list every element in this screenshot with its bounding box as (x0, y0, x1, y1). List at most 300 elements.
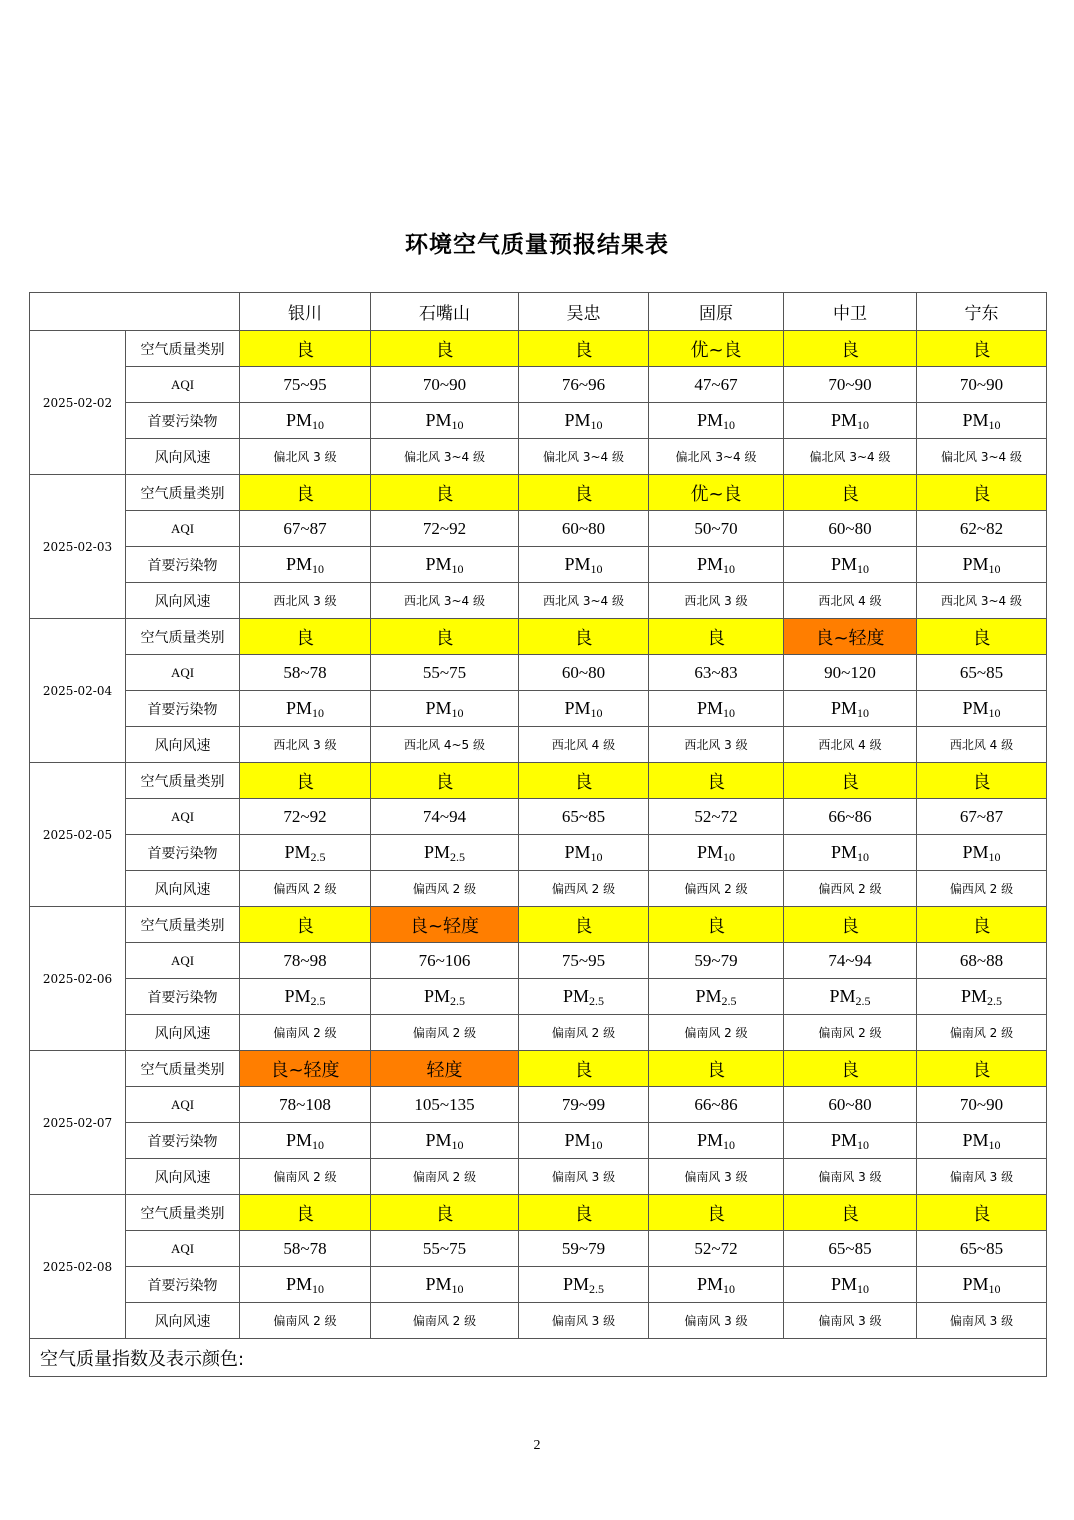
pollutant-subscript: 10 (723, 850, 735, 864)
primary-pollutant-cell (371, 691, 519, 727)
header-corner-cell (30, 293, 240, 331)
forecast-aqi-row (30, 943, 1047, 979)
primary-pollutant-cell (240, 403, 371, 439)
forecast-date: 2025-02-07 (30, 1051, 126, 1195)
row-label-aqi: AQI (126, 799, 240, 835)
wind-cell: 偏南风 3 级 (917, 1303, 1047, 1339)
pollutant-prefix: PM (425, 698, 452, 718)
pollutant-prefix: PM (562, 1274, 589, 1294)
row-label-wind: 风向风速 (126, 439, 240, 475)
air-quality-category-cell: 良 (371, 763, 519, 799)
aqi-range-cell: 90~120 (784, 655, 917, 691)
row-label-wind: 风向风速 (126, 1159, 240, 1195)
primary-pollutant-cell (784, 1267, 917, 1303)
pollutant-subscript: 10 (312, 562, 324, 576)
forecast-date: 2025-02-05 (30, 763, 126, 907)
wind-cell: 偏南风 2 级 (240, 1303, 371, 1339)
pollutant-prefix: PM (695, 986, 722, 1006)
legend-caption: 空气质量指数及表示颜色: (30, 1339, 1047, 1377)
pollutant-subscript: 10 (723, 1282, 735, 1296)
wind-cell: 偏西风 2 级 (784, 871, 917, 907)
air-quality-category-cell: 优~良 (649, 331, 784, 367)
pollutant-subscript: 10 (451, 706, 464, 720)
air-quality-category-cell: 良 (649, 907, 784, 943)
wind-cell: 偏北风 3 级 (240, 439, 371, 475)
forecast-table (29, 292, 1047, 1377)
pollutant-subscript: 10 (590, 1138, 603, 1152)
pollutant-subscript: 10 (590, 418, 603, 432)
primary-pollutant-cell (917, 835, 1047, 871)
wind-cell: 西北风 4 级 (917, 727, 1047, 763)
wind-cell: 偏南风 3 级 (917, 1159, 1047, 1195)
primary-pollutant-cell (371, 403, 519, 439)
aqi-range-cell: 72~92 (371, 511, 519, 547)
wind-cell: 西北风 4 级 (519, 727, 649, 763)
wind-cell: 偏西风 2 级 (917, 871, 1047, 907)
pollutant-prefix: PM (425, 1130, 452, 1150)
air-quality-category-cell: 良 (917, 907, 1047, 943)
city-header: 银川 (240, 293, 371, 331)
aqi-range-cell: 65~85 (519, 799, 649, 835)
row-label-wind: 风向风速 (126, 871, 240, 907)
aqi-range-cell: 66~86 (649, 1087, 784, 1123)
aqi-range-cell: 70~90 (917, 367, 1047, 403)
pollutant-prefix: PM (830, 1274, 857, 1294)
row-label-category: 空气质量类别 (126, 475, 240, 511)
aqi-range-cell: 60~80 (519, 655, 649, 691)
wind-cell: 西北风 3 级 (649, 583, 784, 619)
primary-pollutant-cell (649, 691, 784, 727)
forecast-category-row (30, 619, 1047, 655)
air-quality-category-cell: 良 (240, 331, 371, 367)
primary-pollutant-cell (784, 1123, 917, 1159)
pollutant-subscript: 10 (723, 562, 735, 576)
row-label-aqi: AQI (126, 1231, 240, 1267)
air-quality-category-cell: 良 (519, 619, 649, 655)
pollutant-prefix: PM (830, 698, 857, 718)
wind-cell: 西北风 3 级 (240, 583, 371, 619)
pollutant-prefix: PM (564, 698, 591, 718)
air-quality-category-cell: 良 (240, 907, 371, 943)
air-quality-category-cell: 良 (649, 1195, 784, 1231)
aqi-range-cell: 78~98 (240, 943, 371, 979)
row-label-pollutant: 首要污染物 (126, 547, 240, 583)
aqi-range-cell: 70~90 (784, 367, 917, 403)
wind-cell: 偏南风 3 级 (784, 1159, 917, 1195)
wind-cell: 偏南风 2 级 (240, 1159, 371, 1195)
pollutant-prefix: PM (830, 410, 857, 430)
header-row (30, 293, 1047, 331)
pollutant-prefix: PM (285, 1130, 312, 1150)
forecast-category-row (30, 475, 1047, 511)
primary-pollutant-cell (240, 979, 371, 1015)
air-quality-category-cell: 良 (649, 1051, 784, 1087)
pollutant-prefix: PM (425, 1274, 452, 1294)
pollutant-prefix: PM (696, 1130, 723, 1150)
wind-cell: 西北风 3 级 (649, 727, 784, 763)
row-label-aqi: AQI (126, 1087, 240, 1123)
air-quality-category-cell: 良~轻度 (784, 619, 917, 655)
wind-cell: 偏南风 3 级 (519, 1303, 649, 1339)
primary-pollutant-cell (371, 835, 519, 871)
pollutant-subscript: 10 (451, 562, 464, 576)
air-quality-category-cell: 良 (240, 619, 371, 655)
primary-pollutant-cell (784, 691, 917, 727)
primary-pollutant-cell (649, 1123, 784, 1159)
wind-cell: 偏南风 2 级 (371, 1015, 519, 1051)
primary-pollutant-cell (784, 403, 917, 439)
pollutant-prefix: PM (962, 1274, 989, 1294)
wind-cell: 偏西风 2 级 (519, 871, 649, 907)
pollutant-subscript: 10 (312, 418, 324, 432)
pollutant-prefix: PM (830, 842, 857, 862)
aqi-range-cell: 52~72 (649, 1231, 784, 1267)
pollutant-prefix: PM (696, 1274, 723, 1294)
pollutant-prefix: PM (962, 410, 989, 430)
pollutant-subscript: 2.5 (589, 994, 604, 1008)
pollutant-prefix: PM (696, 554, 723, 574)
wind-cell: 偏南风 2 级 (784, 1015, 917, 1051)
primary-pollutant-cell (917, 547, 1047, 583)
air-quality-category-cell: 良 (371, 331, 519, 367)
pollutant-subscript: 10 (723, 418, 735, 432)
pollutant-prefix: PM (830, 554, 857, 574)
wind-cell: 西北风 3~4 级 (917, 583, 1047, 619)
pollutant-subscript: 2.5 (450, 994, 465, 1008)
pollutant-subscript: 10 (590, 706, 603, 720)
air-quality-category-cell: 良 (917, 475, 1047, 511)
primary-pollutant-cell (649, 403, 784, 439)
forecast-pollutant-row (30, 1267, 1047, 1303)
pollutant-prefix: PM (962, 842, 989, 862)
air-quality-category-cell: 优~良 (649, 475, 784, 511)
city-header: 石嘴山 (371, 293, 519, 331)
primary-pollutant-cell (917, 979, 1047, 1015)
row-label-pollutant: 首要污染物 (126, 691, 240, 727)
forecast-pollutant-row (30, 403, 1047, 439)
row-label-category: 空气质量类别 (126, 763, 240, 799)
pollutant-subscript: 10 (723, 706, 735, 720)
row-label-aqi: AQI (126, 943, 240, 979)
primary-pollutant-cell (519, 691, 649, 727)
row-label-pollutant: 首要污染物 (126, 1123, 240, 1159)
pollutant-subscript: 2.5 (855, 994, 871, 1008)
pollutant-prefix: PM (696, 842, 723, 862)
air-quality-category-cell: 良 (240, 763, 371, 799)
row-label-category: 空气质量类别 (126, 331, 240, 367)
aqi-range-cell: 66~86 (784, 799, 917, 835)
primary-pollutant-cell (240, 1267, 371, 1303)
primary-pollutant-cell (240, 1123, 371, 1159)
wind-cell: 偏南风 3 级 (784, 1303, 917, 1339)
pollutant-subscript: 2.5 (450, 850, 465, 864)
forecast-category-row (30, 907, 1047, 943)
pollutant-prefix: PM (564, 842, 591, 862)
row-label-category: 空气质量类别 (126, 619, 240, 655)
forecast-date: 2025-02-04 (30, 619, 126, 763)
wind-cell: 偏西风 2 级 (649, 871, 784, 907)
aqi-range-cell: 55~75 (371, 1231, 519, 1267)
primary-pollutant-cell (240, 547, 371, 583)
wind-cell: 偏南风 2 级 (519, 1015, 649, 1051)
primary-pollutant-cell (240, 691, 371, 727)
pollutant-prefix: PM (962, 698, 989, 718)
forecast-wind-row (30, 1303, 1047, 1339)
pollutant-subscript: 10 (988, 418, 1001, 432)
primary-pollutant-cell (917, 691, 1047, 727)
air-quality-category-cell: 良 (917, 619, 1047, 655)
wind-cell: 西北风 4 级 (784, 727, 917, 763)
pollutant-prefix: PM (423, 842, 450, 862)
primary-pollutant-cell (784, 835, 917, 871)
wind-cell: 偏南风 2 级 (371, 1159, 519, 1195)
forecast-date: 2025-02-06 (30, 907, 126, 1051)
wind-cell: 西北风 4 级 (784, 583, 917, 619)
city-header: 吴忠 (519, 293, 649, 331)
air-quality-category-cell: 良 (519, 763, 649, 799)
row-label-wind: 风向风速 (126, 1015, 240, 1051)
pollutant-subscript: 10 (988, 1282, 1001, 1296)
pollutant-subscript: 10 (590, 562, 603, 576)
row-label-aqi: AQI (126, 511, 240, 547)
wind-cell: 偏南风 2 级 (649, 1015, 784, 1051)
air-quality-category-cell: 良 (784, 907, 917, 943)
primary-pollutant-cell (649, 547, 784, 583)
primary-pollutant-cell (240, 835, 371, 871)
wind-cell: 偏北风 3~4 级 (917, 439, 1047, 475)
air-quality-category-cell: 轻度 (371, 1051, 519, 1087)
row-label-wind: 风向风速 (126, 1303, 240, 1339)
air-quality-category-cell: 良 (519, 1195, 649, 1231)
primary-pollutant-cell (917, 1267, 1047, 1303)
air-quality-category-cell: 良~轻度 (240, 1051, 371, 1087)
air-quality-category-cell: 良 (371, 1195, 519, 1231)
forecast-pollutant-row (30, 691, 1047, 727)
row-label-wind: 风向风速 (126, 727, 240, 763)
forecast-aqi-row (30, 511, 1047, 547)
pollutant-subscript: 10 (988, 706, 1001, 720)
primary-pollutant-cell (519, 979, 649, 1015)
forecast-aqi-row (30, 367, 1047, 403)
pollutant-subscript: 10 (451, 418, 464, 432)
forecast-date: 2025-02-08 (30, 1195, 126, 1339)
pollutant-prefix: PM (284, 986, 311, 1006)
pollutant-prefix: PM (960, 986, 987, 1006)
wind-cell: 偏北风 3~4 级 (784, 439, 917, 475)
wind-cell: 偏南风 2 级 (240, 1015, 371, 1051)
forecast-date: 2025-02-02 (30, 331, 126, 475)
wind-cell: 偏北风 3~4 级 (371, 439, 519, 475)
city-header: 中卫 (784, 293, 917, 331)
air-quality-category-cell: 良 (784, 331, 917, 367)
pollutant-prefix: PM (696, 698, 723, 718)
aqi-range-cell: 60~80 (784, 1087, 917, 1123)
air-quality-category-cell: 良 (784, 763, 917, 799)
pollutant-prefix: PM (425, 410, 452, 430)
wind-cell: 偏西风 2 级 (240, 871, 371, 907)
primary-pollutant-cell (519, 547, 649, 583)
pollutant-prefix: PM (564, 554, 591, 574)
aqi-range-cell: 76~96 (519, 367, 649, 403)
pollutant-prefix: PM (425, 554, 452, 574)
forecast-category-row (30, 331, 1047, 367)
pollutant-prefix: PM (562, 986, 589, 1006)
aqi-range-cell: 105~135 (371, 1087, 519, 1123)
city-header: 固原 (649, 293, 784, 331)
forecast-aqi-row (30, 655, 1047, 691)
air-quality-category-cell: 良 (917, 763, 1047, 799)
pollutant-subscript: 10 (857, 706, 869, 720)
forecast-date: 2025-02-03 (30, 475, 126, 619)
row-label-pollutant: 首要污染物 (126, 403, 240, 439)
air-quality-category-cell: 良 (371, 475, 519, 511)
pollutant-subscript: 10 (312, 1138, 324, 1152)
air-quality-category-cell: 良 (784, 1195, 917, 1231)
row-label-aqi: AQI (126, 655, 240, 691)
primary-pollutant-cell (649, 1267, 784, 1303)
pollutant-subscript: 10 (988, 1138, 1001, 1152)
primary-pollutant-cell (917, 403, 1047, 439)
pollutant-subscript: 10 (988, 850, 1001, 864)
pollutant-subscript: 10 (857, 1282, 869, 1296)
aqi-range-cell: 70~90 (371, 367, 519, 403)
air-quality-category-cell: 良 (519, 1051, 649, 1087)
row-label-category: 空气质量类别 (126, 907, 240, 943)
wind-cell: 偏北风 3~4 级 (519, 439, 649, 475)
pollutant-prefix: PM (962, 1130, 989, 1150)
pollutant-subscript: 2.5 (721, 994, 737, 1008)
air-quality-category-cell: 良 (784, 1051, 917, 1087)
aqi-range-cell: 79~99 (519, 1087, 649, 1123)
air-quality-category-cell: 良 (649, 763, 784, 799)
forecast-wind-row (30, 1015, 1047, 1051)
air-quality-category-cell: 良 (917, 1195, 1047, 1231)
primary-pollutant-cell (784, 547, 917, 583)
primary-pollutant-cell (371, 979, 519, 1015)
primary-pollutant-cell (784, 979, 917, 1015)
row-label-category: 空气质量类别 (126, 1051, 240, 1087)
pollutant-prefix: PM (564, 410, 591, 430)
pollutant-subscript: 10 (590, 850, 603, 864)
aqi-range-cell: 72~92 (240, 799, 371, 835)
pollutant-subscript: 10 (988, 562, 1001, 576)
air-quality-category-cell: 良~轻度 (371, 907, 519, 943)
aqi-range-cell: 75~95 (240, 367, 371, 403)
pollutant-subscript: 10 (312, 1282, 324, 1296)
pollutant-prefix: PM (285, 698, 312, 718)
primary-pollutant-cell (519, 835, 649, 871)
pollutant-prefix: PM (564, 1130, 591, 1150)
primary-pollutant-cell (917, 1123, 1047, 1159)
forecast-wind-row (30, 583, 1047, 619)
air-quality-category-cell: 良 (784, 475, 917, 511)
forecast-wind-row (30, 439, 1047, 475)
aqi-range-cell: 65~85 (917, 1231, 1047, 1267)
air-quality-category-cell: 良 (519, 907, 649, 943)
pollutant-prefix: PM (962, 554, 989, 574)
aqi-range-cell: 68~88 (917, 943, 1047, 979)
air-quality-category-cell: 良 (917, 1051, 1047, 1087)
wind-cell: 西北风 3~4 级 (519, 583, 649, 619)
row-label-pollutant: 首要污染物 (126, 835, 240, 871)
air-quality-category-cell: 良 (240, 475, 371, 511)
row-label-pollutant: 首要污染物 (126, 1267, 240, 1303)
aqi-range-cell: 74~94 (371, 799, 519, 835)
pollutant-prefix: PM (696, 410, 723, 430)
aqi-range-cell: 59~79 (649, 943, 784, 979)
forecast-pollutant-row (30, 1123, 1047, 1159)
page-title: 环境空气质量预报结果表 (405, 232, 669, 258)
wind-cell: 偏北风 3~4 级 (649, 439, 784, 475)
wind-cell: 偏西风 2 级 (371, 871, 519, 907)
city-header: 宁东 (917, 293, 1047, 331)
forecast-aqi-row (30, 1087, 1047, 1123)
footer-row (30, 1339, 1047, 1377)
row-label-wind: 风向风速 (126, 583, 240, 619)
forecast-wind-row (30, 1159, 1047, 1195)
aqi-range-cell: 63~83 (649, 655, 784, 691)
pollutant-subscript: 10 (857, 850, 869, 864)
aqi-range-cell: 58~78 (240, 655, 371, 691)
pollutant-prefix: PM (830, 1130, 857, 1150)
pollutant-subscript: 10 (723, 1138, 735, 1152)
aqi-range-cell: 60~80 (784, 511, 917, 547)
forecast-pollutant-row (30, 835, 1047, 871)
row-label-category: 空气质量类别 (126, 1195, 240, 1231)
wind-cell: 偏南风 2 级 (917, 1015, 1047, 1051)
aqi-range-cell: 65~85 (917, 655, 1047, 691)
pollutant-prefix: PM (284, 842, 311, 862)
air-quality-category-cell: 良 (519, 475, 649, 511)
aqi-range-cell: 52~72 (649, 799, 784, 835)
pollutant-subscript: 2.5 (987, 994, 1002, 1008)
aqi-range-cell: 67~87 (917, 799, 1047, 835)
pollutant-prefix: PM (423, 986, 450, 1006)
wind-cell: 偏南风 3 级 (519, 1159, 649, 1195)
aqi-range-cell: 67~87 (240, 511, 371, 547)
forecast-pollutant-row (30, 547, 1047, 583)
forecast-category-row (30, 763, 1047, 799)
air-quality-category-cell: 良 (371, 619, 519, 655)
pollutant-prefix: PM (285, 410, 312, 430)
aqi-range-cell: 58~78 (240, 1231, 371, 1267)
primary-pollutant-cell (519, 1267, 649, 1303)
forecast-wind-row (30, 727, 1047, 763)
forecast-aqi-row (30, 799, 1047, 835)
aqi-range-cell: 76~106 (371, 943, 519, 979)
pollutant-prefix: PM (829, 986, 856, 1006)
pollutant-subscript: 10 (312, 706, 324, 720)
row-label-aqi: AQI (126, 367, 240, 403)
pollutant-subscript: 2.5 (310, 850, 326, 864)
primary-pollutant-cell (371, 1123, 519, 1159)
pollutant-subscript: 10 (857, 1138, 869, 1152)
wind-cell: 西北风 3~4 级 (371, 583, 519, 619)
air-quality-category-cell: 良 (649, 619, 784, 655)
row-label-pollutant: 首要污染物 (126, 979, 240, 1015)
forecast-category-row (30, 1051, 1047, 1087)
page-number: 2 (533, 1438, 541, 1453)
primary-pollutant-cell (519, 403, 649, 439)
forecast-pollutant-row (30, 979, 1047, 1015)
aqi-range-cell: 65~85 (784, 1231, 917, 1267)
primary-pollutant-cell (371, 547, 519, 583)
pollutant-subscript: 10 (451, 1282, 464, 1296)
pollutant-subscript: 2.5 (310, 994, 326, 1008)
air-quality-category-cell: 良 (917, 331, 1047, 367)
pollutant-subscript: 10 (857, 418, 869, 432)
wind-cell: 西北风 4~5 级 (371, 727, 519, 763)
